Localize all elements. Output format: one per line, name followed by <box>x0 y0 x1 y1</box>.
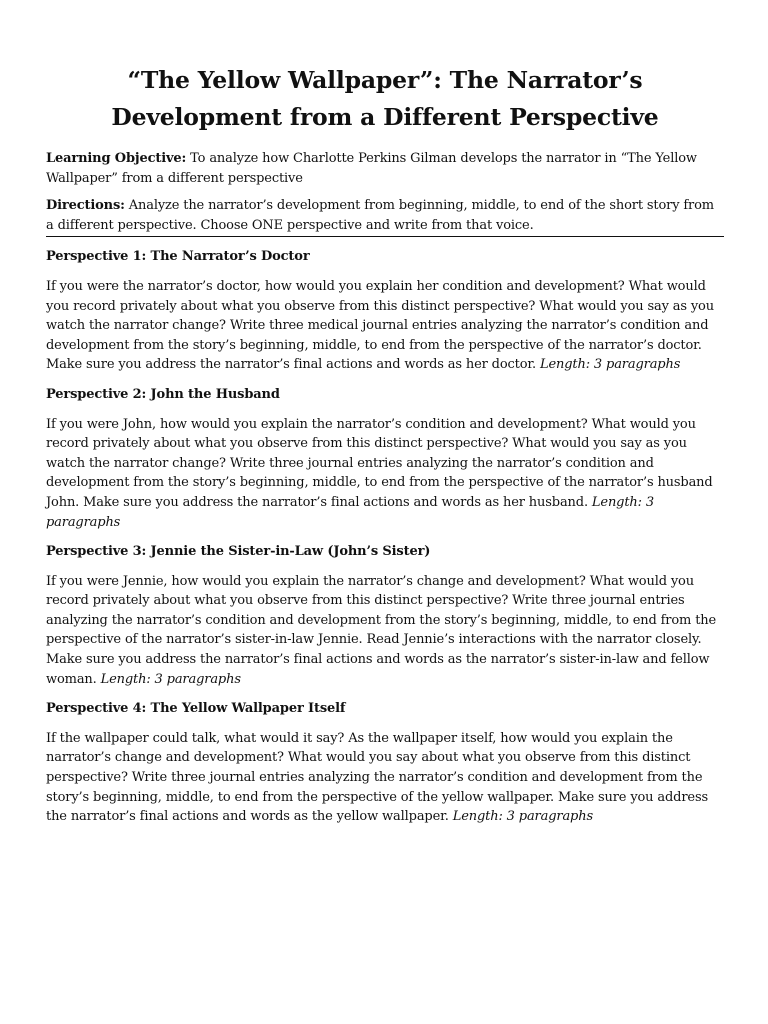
perspective-3-heading: Perspective 3: Jennie the Sister-in-Law (John’s Sister) <box>46 544 431 560</box>
document-page <box>46 62 724 827</box>
title-line-1: “The Yellow Wallpaper”: The Narrator’s <box>127 66 643 94</box>
perspective-3-length: Length: 3 paragraphs <box>100 671 241 687</box>
perspective-2-length: Length: 3 paragraphs <box>46 494 654 530</box>
perspective-4-heading: Perspective 4: The Yellow Wallpaper Itself <box>46 701 346 717</box>
perspective-3-text: If you were Jennie, how would you explain the narrator’s change and development? What would you record privately about what you observe from this distinct perspective? Write three journal entries analyzing the narrator’s condition and development from the story’s beginning, middle, to end from the perspective of the narrator’s sister-in-law Jennie. Read Jennie’s interactions with the narrator closely. Make sure you address the narrator’s final actions and words as the narrator’s sister-in-law and fellow woman. <box>46 573 717 687</box>
perspective-4-body <box>46 729 724 827</box>
perspective-2-heading: Perspective 2: John the Husband <box>46 386 280 402</box>
perspective-3 <box>46 542 724 689</box>
perspective-2-body <box>46 415 724 533</box>
perspective-1-text: If you were the narrator’s doctor, how would you explain her condition and development? What would you record privately about what you observe from this distinct perspective? What would you say as you watch the narrator change? Write three medical journal entries analyzing the narrator’s condition and development from the story’s beginning, middle, to end from the perspective of the narrator’s doctor. Make sure you address the narrator’s final actions and words as her doctor. <box>46 278 714 373</box>
page-title <box>46 62 724 136</box>
perspective-4-text: If the wallpaper could talk, what would it say? As the wallpaper itself, how would you explain the narrator’s change and development? What would you say about what you observe from this distinct perspective? Write three journal entries analyzing the narrator’s condition and development from the story’s beginning, middle, to end from the perspective of the yellow wallpaper. Make sure you address the narrator’s final actions and words as the yellow wallpaper. <box>46 730 708 825</box>
directions-label: Directions: <box>46 198 125 214</box>
title-line-2: Development from a Different Perspective <box>111 103 659 131</box>
learning-objective-label: Learning Objective: <box>46 151 187 166</box>
perspective-2-text: If you were John, how would you explain the narrator’s condition and development? What would you record privately about what you observe from this distinct perspective? What would you say as you watch the narrator change? Write three journal entries analyzing the narrator’s condition and development from the story’s beginning, middle, to end from the perspective of the narrator’s husband John. Make sure you address the narrator’s final actions and words as her husband. <box>46 416 713 510</box>
perspective-1 <box>46 247 724 375</box>
learning-objective <box>46 149 724 188</box>
perspective-3-body <box>46 572 724 690</box>
perspective-1-body <box>46 277 724 375</box>
perspective-4 <box>46 699 724 827</box>
directions-text: Analyze the narrator’s development from beginning, middle, to end of the short story from a different perspective. Choose ONE perspective and write from that voice. <box>46 198 714 233</box>
perspective-4-length: Length: 3 paragraphs <box>452 809 593 825</box>
perspective-2 <box>46 385 724 532</box>
directions <box>46 196 724 237</box>
perspective-1-heading: Perspective 1: The Narrator’s Doctor <box>46 249 310 265</box>
learning-objective-text: To analyze how Charlotte Perkins Gilman develops the narrator in “The Yellow Wallpaper” from a different perspective <box>46 151 697 186</box>
perspective-1-length: Length: 3 paragraphs <box>540 357 681 373</box>
